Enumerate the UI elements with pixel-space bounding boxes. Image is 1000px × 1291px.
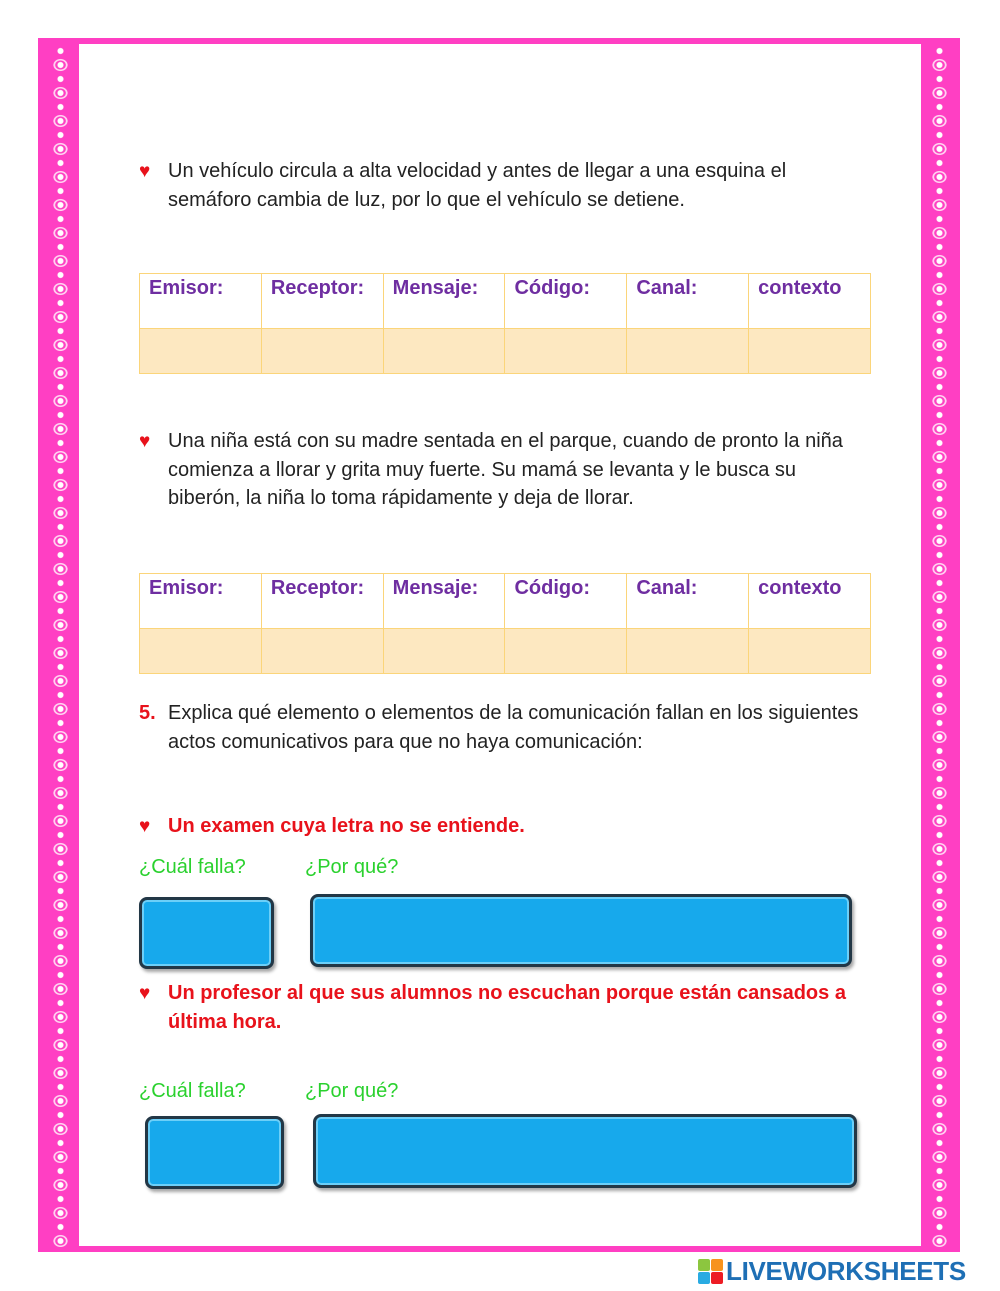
answer-cell-emisor[interactable] bbox=[140, 329, 262, 374]
question-number: 5. bbox=[139, 702, 156, 724]
heart-bullet-icon: ♥ bbox=[139, 983, 151, 1004]
answer-cell-codigo[interactable] bbox=[505, 329, 627, 374]
header-mensaje: Mensaje: bbox=[383, 274, 505, 329]
answer-cell-canal[interactable] bbox=[627, 629, 749, 674]
why-input-1[interactable] bbox=[310, 894, 852, 967]
answer-cell-mensaje[interactable] bbox=[383, 629, 505, 674]
logo-wordmark: LIVEWORKSHEETS bbox=[726, 1256, 966, 1286]
heart-bullet-icon: ♥ bbox=[139, 161, 151, 182]
question-5-text: Explica qué elemento o elementos de la comunicación fallan en los siguientes actos comunicativos para que no haya comunicación: bbox=[168, 702, 859, 753]
answer-cell-receptor[interactable] bbox=[261, 329, 383, 374]
which-fails-input-2[interactable] bbox=[145, 1116, 284, 1189]
scenario-a-text: Un vehículo circula a alta velocidad y antes de llegar a una esquina el semáforo cambia de luz, por lo que el vehículo se detiene. bbox=[168, 160, 787, 211]
heart-bullet-icon: ♥ bbox=[139, 431, 151, 452]
right-vine-pattern bbox=[923, 44, 956, 1247]
heart-bullet-icon: ♥ bbox=[139, 816, 151, 837]
item-1-text: Un examen cuya letra no se entiende. bbox=[168, 815, 525, 837]
answer-cell-contexto[interactable] bbox=[749, 329, 871, 374]
answer-cell-contexto[interactable] bbox=[749, 629, 871, 674]
header-codigo: Código: bbox=[505, 574, 627, 629]
which-fails-label: ¿Cuál falla? bbox=[139, 856, 246, 878]
which-fails-input-1[interactable] bbox=[139, 897, 274, 969]
why-input-2[interactable] bbox=[313, 1114, 857, 1188]
elements-table-b bbox=[139, 573, 871, 674]
header-mensaje: Mensaje: bbox=[383, 574, 505, 629]
answer-cell-emisor[interactable] bbox=[140, 629, 262, 674]
why-label: ¿Por qué? bbox=[305, 1080, 399, 1102]
header-codigo: Código: bbox=[505, 274, 627, 329]
header-emisor: Emisor: bbox=[140, 574, 262, 629]
header-receptor: Receptor: bbox=[261, 274, 383, 329]
header-contexto: contexto bbox=[749, 274, 871, 329]
header-receptor: Receptor: bbox=[261, 574, 383, 629]
left-vine-pattern bbox=[44, 44, 77, 1247]
header-emisor: Emisor: bbox=[140, 274, 262, 329]
header-canal: Canal: bbox=[627, 574, 749, 629]
which-fails-label: ¿Cuál falla? bbox=[139, 1080, 246, 1102]
answer-cell-mensaje[interactable] bbox=[383, 329, 505, 374]
answer-cell-receptor[interactable] bbox=[261, 629, 383, 674]
answer-cell-codigo[interactable] bbox=[505, 629, 627, 674]
header-contexto: contexto bbox=[749, 574, 871, 629]
item-2-text: Un profesor al que sus alumnos no escuchan porque están cansados a última hora. bbox=[168, 982, 846, 1033]
why-label: ¿Por qué? bbox=[305, 856, 399, 878]
scenario-b-text: Una niña está con su madre sentada en el parque, cuando de pronto la niña comienza a llorar y grita muy fuerte. Su mamá se levanta y le busca su biberón, la niña lo toma rápidamente y deja de llorar. bbox=[168, 430, 843, 509]
elements-table-a bbox=[139, 273, 871, 374]
header-canal: Canal: bbox=[627, 274, 749, 329]
answer-cell-canal[interactable] bbox=[627, 329, 749, 374]
